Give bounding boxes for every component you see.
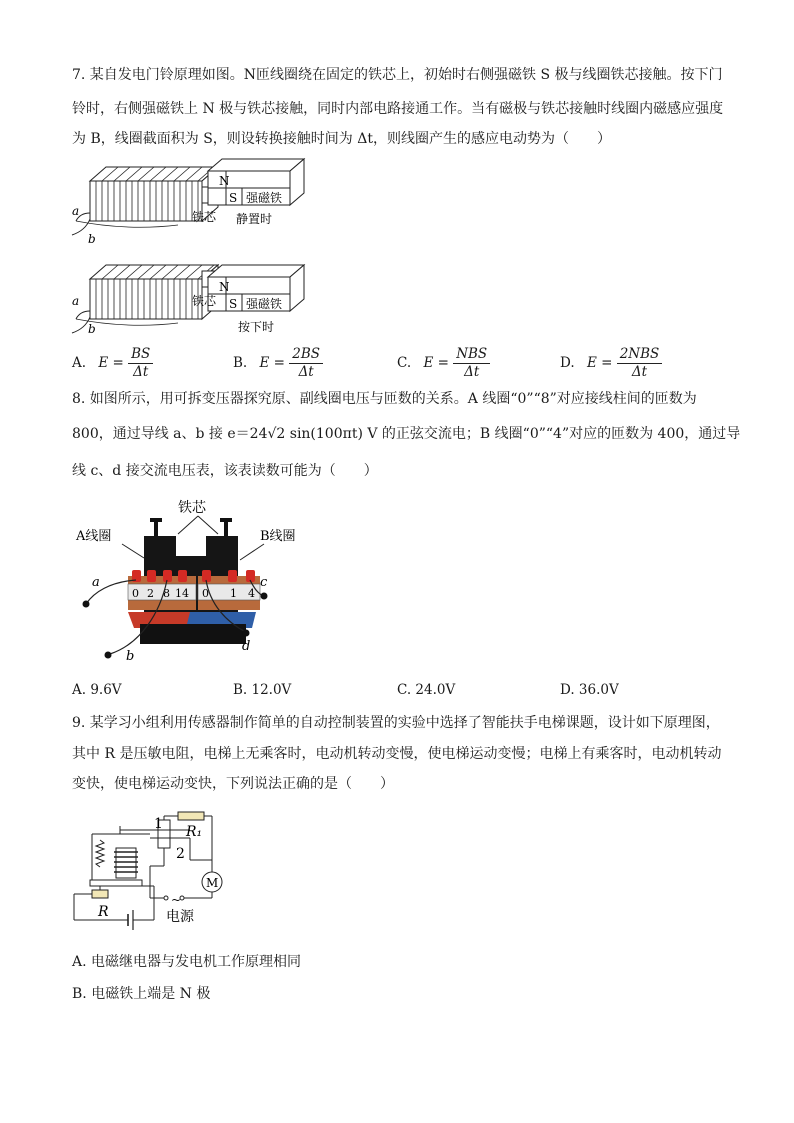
doorbell-figure bbox=[68, 155, 328, 345]
q8-text-line-1: 8. 如图所示，用可拆变压器探究原、副线圈电压与匝数的关系。A 线圈“0”“8”对应接线柱间的匝数为 bbox=[72, 391, 697, 407]
rest-state-label: 静置时 bbox=[236, 212, 273, 226]
coil-b-tick-0: 0 bbox=[202, 587, 209, 600]
transformer-figure bbox=[70, 494, 310, 670]
q7-text-line-3: 为 B，线圈截面积为 S，则设转换接触时间为 Δt，则线圈产生的感应电动势为（ ） bbox=[72, 131, 611, 147]
q9-option-b[interactable]: B. 电磁铁上端是 N 极 bbox=[72, 986, 211, 1002]
wire-a-label: a bbox=[92, 575, 100, 590]
q9-text-line-2: 其中 R 是压敏电阻，电梯上无乘客时，电动机转动变慢，使电梯运动变慢；电梯上有乘客时，电动机转动 bbox=[72, 746, 722, 762]
q7-option-a-fraction: $\frac{BS}{\Delta t}$ bbox=[128, 346, 153, 381]
rest-S-label: S bbox=[229, 191, 238, 205]
coil-b-label: B线圈 bbox=[260, 529, 296, 544]
coil-a-tick-2: 2 bbox=[147, 587, 154, 600]
coil-a-tick-8: 8 bbox=[163, 587, 170, 600]
q7-option-d-fraction: $\frac{\text{2NBS}}{\Delta t}$ bbox=[617, 346, 663, 381]
q7-option-c[interactable]: C. E = $\frac{\text{NBS}}{\Delta t}$ bbox=[397, 346, 490, 381]
doorbell-pressed-state bbox=[72, 265, 304, 336]
q7-text-line-1: 7. 某自发电门铃原理如图。N匝线圈绕在固定的铁芯上，初始时右侧强磁铁 S 极与线圈铁芯接触。按下门 bbox=[72, 67, 723, 83]
pressed-b-label: b bbox=[88, 322, 96, 336]
q7-text-line-2: 铃时，右侧强磁铁上 N 极与铁芯接触，同时内部电路接通工作。当有磁极与铁芯接触时线圈内磁感应强度 bbox=[72, 101, 724, 117]
q9-option-a[interactable]: A. 电磁继电器与发电机工作原理相同 bbox=[72, 954, 302, 970]
q7-option-b[interactable]: B. E = $\frac{2BS}{\Delta t}$ bbox=[233, 346, 323, 381]
elevator-circuit-figure bbox=[70, 806, 240, 930]
wire-d-label: d bbox=[242, 639, 251, 654]
coil-a-label: A线圈 bbox=[76, 529, 112, 544]
q7-option-a[interactable]: A. E = $\frac{BS}{\Delta t}$ bbox=[72, 346, 153, 381]
q9-text-line-3: 变快，使电梯运动变快，下列说法正确的是（ ） bbox=[72, 776, 394, 792]
motor-label: M bbox=[206, 876, 219, 890]
pressure-resistor-label: R bbox=[98, 904, 109, 920]
pressed-N-label: N bbox=[219, 280, 230, 294]
rest-b-label: b bbox=[88, 232, 96, 246]
coil-b-tick-1: 1 bbox=[230, 587, 237, 600]
q8-option-a[interactable]: A. 9.6V bbox=[72, 682, 122, 698]
pressed-S-label: S bbox=[229, 297, 238, 311]
rest-magnet-label: 强磁铁 bbox=[246, 191, 283, 205]
contact-2-label: 2 bbox=[176, 846, 185, 862]
wire-c-label: c bbox=[260, 575, 268, 590]
q8-option-b[interactable]: B. 12.0V bbox=[233, 682, 292, 698]
pressed-a-label: a bbox=[72, 294, 80, 308]
q8-option-c[interactable]: C. 24.0V bbox=[397, 682, 456, 698]
rest-N-label: N bbox=[219, 174, 230, 188]
q7-option-b-fraction: $\frac{2BS}{\Delta t}$ bbox=[289, 346, 323, 381]
q7-option-c-fraction: $\frac{\text{NBS}}{\Delta t}$ bbox=[453, 346, 490, 381]
transformer-core-label: 铁芯 bbox=[178, 500, 206, 516]
coil-a-tick-0: 0 bbox=[132, 587, 139, 600]
pressed-core-label: 铁芯 bbox=[192, 294, 217, 308]
q8-text-line-2: 800，通过导线 a、b 接 e＝24√2 sin(100πt) V 的正弦交流电；B 线圈“0”“4”对应的匝数为 400，通过导 bbox=[72, 426, 741, 442]
rest-core-label: 铁芯 bbox=[192, 210, 217, 224]
r1-label: R₁ bbox=[186, 824, 203, 840]
q7-option-d[interactable]: D. E = $\frac{\text{2NBS}}{\Delta t}$ bbox=[560, 346, 662, 381]
coil-b-tick-4: 4 bbox=[248, 587, 255, 600]
power-source-label: 电源 bbox=[166, 909, 194, 925]
q8-option-d[interactable]: D. 36.0V bbox=[560, 682, 619, 698]
contact-1-label: 1 bbox=[154, 816, 163, 832]
pressed-magnet-label: 强磁铁 bbox=[246, 297, 283, 311]
rest-a-label: a bbox=[72, 204, 80, 218]
coil-a-tick-14: 14 bbox=[175, 587, 189, 600]
q8-text-line-3: 线 c、d 接交流电压表，该表读数可能为（ ） bbox=[72, 463, 378, 479]
q9-text-line-1: 9. 某学习小组利用传感器制作简单的自动控制装置的实验中选择了智能扶手电梯课题，设计如下原理图， bbox=[72, 715, 720, 731]
doorbell-rest-state bbox=[72, 159, 304, 246]
wire-b-label: b bbox=[126, 649, 135, 664]
pressed-state-label: 按下时 bbox=[238, 320, 275, 334]
ac-tilde: ~ bbox=[171, 893, 182, 907]
